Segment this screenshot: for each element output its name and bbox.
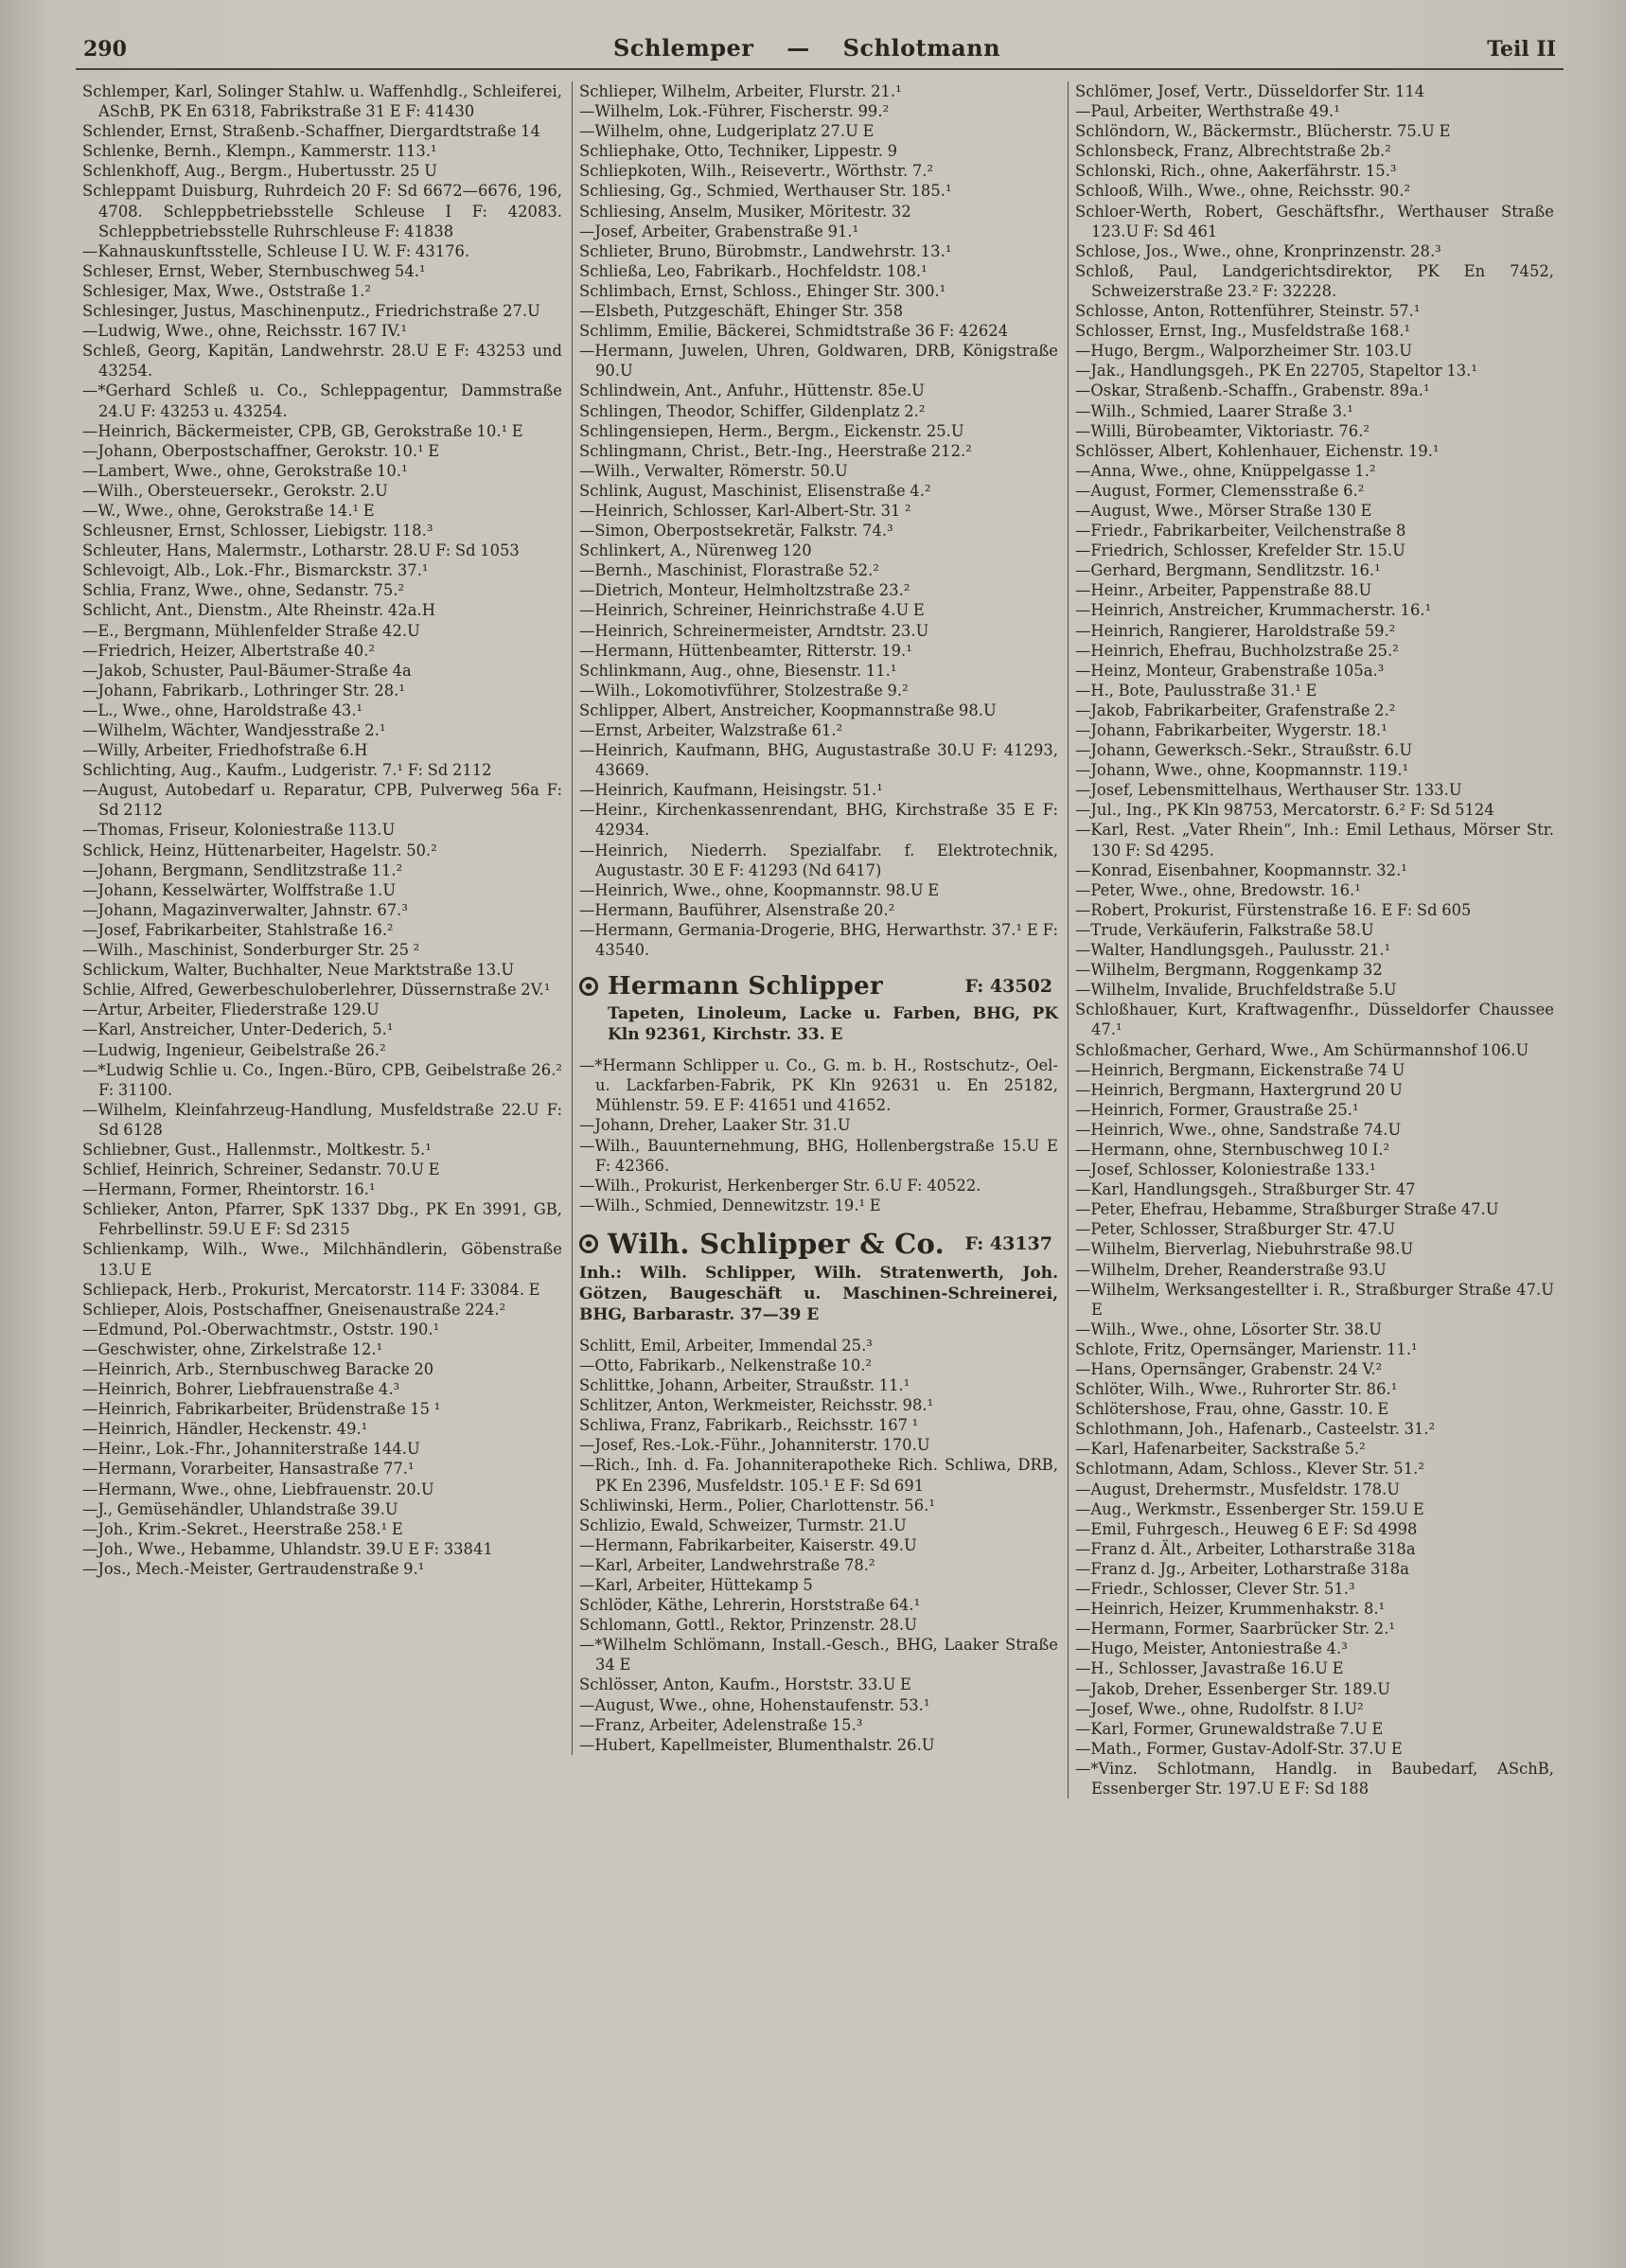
directory-entry: —Josef, Fabrikarbeiter, Stahlstraße 16.² <box>82 920 394 939</box>
directory-entry: Schlenke, Bernh., Klempn., Kammerstr. 113.¹ <box>82 142 437 161</box>
directory-entry: Schleser, Ernst, Weber, Sternbuschweg 54.¹ <box>82 261 426 280</box>
directory-entry: —Willi, Bürobeamter, Viktoriastr. 76.² <box>1075 421 1370 440</box>
directory-entry: —W., Wwe., ohne, Gerokstraße 14.¹ E <box>82 501 375 520</box>
directory-entry: —Kahnauskunftsstelle, Schleuse I U. W. F: 43176. <box>82 241 470 260</box>
directory-entry: —Heinrich, Fabrikarbeiter, Brüdenstraße 15 ¹ <box>82 1400 441 1419</box>
ad-body: Inh.: Wilh. Schlipper, Wilh. Stratenwerth, Joh. Götzen, Baugeschäft u. Maschinen-Schreinerei, BHG, Barbarastr. 37—39 E <box>579 1263 1058 1324</box>
directory-entry: —Heinrich, Bohrer, Liebfrauenstraße 4.³ <box>82 1380 400 1399</box>
directory-entry: —Wilhelm, Werksangestellter i. R., Straßburger Straße 47.U E <box>1075 1280 1554 1319</box>
directory-entry: Schlemper, Karl, Solinger Stahlw. u. Waffenhdlg., Schleiferei, ASchB, PK En 6318, Fabrikstraße 31 E F: 41430 <box>82 82 562 121</box>
directory-entry: —August, Former, Clemensstraße 6.² <box>1075 481 1365 500</box>
ad-logo-icon <box>579 1234 598 1253</box>
directory-entry: —August, Wwe., Mörser Straße 130 E <box>1075 501 1372 520</box>
directory-entry: Schlienkamp, Wilh., Wwe., Milchhändlerin, Göbenstraße 13.U E <box>82 1240 562 1279</box>
directory-entry: —Johann, Kesselwärter, Wolffstraße 1.U <box>82 880 397 899</box>
directory-entry: —Oskar, Straßenb.-Schaffn., Grabenstr. 89a.¹ <box>1075 381 1430 400</box>
directory-entry: Schlooß, Wilh., Wwe., ohne, Reichsstr. 90.² <box>1075 182 1411 201</box>
directory-entry: —Konrad, Eisenbahner, Koopmannstr. 32.¹ <box>1075 860 1407 879</box>
directory-entry: Schlittke, Johann, Arbeiter, Straußstr. 11.¹ <box>579 1376 910 1395</box>
ad-header <box>579 972 1058 1001</box>
columns-container <box>76 81 1564 1798</box>
directory-entry: Schlinkmann, Aug., ohne, Biesenstr. 11.¹ <box>579 661 897 680</box>
directory-column-3 <box>1068 81 1564 1798</box>
directory-entry: —Robert, Prokurist, Fürstenstraße 16. E F: Sd 605 <box>1075 900 1472 919</box>
directory-entry: Schlimm, Emilie, Bäckerei, Schmidtstraße 36 F: 42624 <box>579 322 1009 341</box>
ad-logo-icon <box>579 977 598 996</box>
directory-entry: —Wilhelm, Lok.-Führer, Fischerstr. 99.² <box>579 102 890 121</box>
directory-entry: Schloer-Werth, Robert, Geschäftsfhr., Werthauser Straße 123.U F: Sd 461 <box>1075 202 1554 240</box>
directory-entry: —Wilhelm, Bergmann, Roggenkamp 32 <box>1075 961 1383 980</box>
directory-column-1 <box>76 81 572 1579</box>
directory-entry: Schloßmacher, Gerhard, Wwe., Am Schürmannshof 106.U <box>1075 1040 1529 1059</box>
directory-entry: —August, Drehermstr., Musfeldstr. 178.U <box>1075 1480 1401 1498</box>
directory-entry: —Josef, Schlosser, Koloniestraße 133.¹ <box>1075 1161 1376 1179</box>
directory-entry: —Heinrich, Arb., Sternbuschweg Baracke 20 <box>82 1360 434 1378</box>
directory-entry: —*Gerhard Schleß u. Co., Schleppagentur, Dammstraße 24.U F: 43253 u. 43254. <box>82 381 562 420</box>
directory-entry: Schlosser, Ernst, Ing., Musfeldstraße 168.¹ <box>1075 322 1411 341</box>
directory-entry: —Peter, Ehefrau, Hebamme, Straßburger Straße 47.U <box>1075 1200 1499 1219</box>
directory-entry: —Hubert, Kapellmeister, Blumenthalstr. 26.U <box>579 1735 935 1754</box>
directory-entry: —Heinrich, Niederrh. Spezialfabr. f. Elektrotechnik, Augustastr. 30 E F: 41293 (Nd 6417) <box>579 841 1058 879</box>
directory-entry: —*Vinz. Schlotmann, Handlg. in Baubedarf, ASchB, Essenberger Str. 197.U E F: Sd 188 <box>1075 1759 1554 1798</box>
directory-entry: Schliepack, Herb., Prokurist, Mercatorstr. 114 F: 33084. E <box>82 1280 540 1299</box>
directory-entry: —Heinrich, Bäckermeister, CPB, GB, Gerokstraße 10.¹ E <box>82 421 523 440</box>
directory-entry: Schlingen, Theodor, Schiffer, Gildenplatz 2.² <box>579 401 926 420</box>
directory-entry: —J., Gemüsehändler, Uhlandstraße 39.U <box>82 1499 398 1518</box>
directory-entry: —Hermann, Juwelen, Uhren, Goldwaren, DRB, Königstraße 90.U <box>579 342 1058 381</box>
directory-entry: Schlieker, Anton, Pfarrer, SpK 1337 Dbg., PK En 3991, GB, Fehrbellinstr. 59.U E F: Sd 2315 <box>82 1200 562 1239</box>
directory-entry: —Johann, Dreher, Laaker Str. 31.U <box>579 1116 851 1135</box>
directory-entry: —Hermann, Hüttenbeamter, Ritterstr. 19.¹ <box>579 641 912 660</box>
directory-entry: —Karl, Rest. „Vater Rhein“, Inh.: Emil Lethaus, Mörser Str. 130 F: Sd 4295. <box>1075 821 1554 859</box>
directory-entry: —Johann, Wwe., ohne, Koopmannstr. 119.¹ <box>1075 761 1409 780</box>
page-title: Schlemper — Schlotmann <box>613 34 1001 62</box>
directory-entry: Schliwa, Franz, Fabrikarb., Reichsstr. 167 ¹ <box>579 1416 919 1435</box>
directory-entry: Schlöter, Wilh., Wwe., Ruhrorter Str. 86.¹ <box>1075 1380 1398 1399</box>
directory-entry: Schlindwein, Ant., Anfuhr., Hüttenstr. 85e.U <box>579 381 925 400</box>
directory-entry: —Karl, Arbeiter, Landwehrstraße 78.² <box>579 1555 875 1574</box>
directory-entry: —Wilh., Schmied, Laarer Straße 3.¹ <box>1075 401 1353 420</box>
directory-entry: —Heinrich, Schlosser, Karl-Albert-Str. 31 ² <box>579 501 911 520</box>
directory-entry: —Heinr., Kirchenkassenrendant, BHG, Kirchstraße 35 E F: 42934. <box>579 801 1058 840</box>
directory-entry: —Geschwister, ohne, Zirkelstraße 12.¹ <box>82 1339 383 1358</box>
directory-entry: Schliesing, Anselm, Musiker, Möritestr. 32 <box>579 202 911 221</box>
directory-entry: —Wilhelm, Invalide, Bruchfeldstraße 5.U <box>1075 981 1397 1000</box>
directory-entry: —H., Schlosser, Javastraße 16.U E <box>1075 1659 1344 1678</box>
directory-entry: —E., Bergmann, Mühlenfelder Straße 42.U <box>82 621 420 640</box>
directory-entry: —Anna, Wwe., ohne, Knüppelgasse 1.² <box>1075 461 1376 480</box>
directory-entry: Schlief, Heinrich, Schreiner, Sedanstr. 70.U E <box>82 1161 440 1179</box>
directory-entry: —August, Autobedarf u. Reparatur, CPB, Pulverweg 56a F: Sd 2112 <box>82 781 562 820</box>
directory-entry: Schliepkoten, Wilh., Reisevertr., Wörthstr. 7.² <box>579 162 934 181</box>
directory-entry: —Heinrich, Bergmann, Haxtergrund 20 U <box>1075 1080 1403 1099</box>
directory-entry: Schleusner, Ernst, Schlosser, Liebigstr. 118.³ <box>82 522 433 540</box>
directory-entry: —Heinrich, Schreiner, Heinrichstraße 4.U E <box>579 601 925 620</box>
directory-entry: —Wilh., Bauunternehmung, BHG, Hollenbergstraße 15.U E F: 42366. <box>579 1136 1058 1175</box>
directory-entry: Schlonsbeck, Franz, Albrechtstraße 2b.² <box>1075 142 1391 161</box>
directory-entry: —Aug., Werkmstr., Essenberger Str. 159.U E <box>1075 1499 1424 1518</box>
directory-entry: —Friedrich, Schlosser, Krefelder Str. 15.U <box>1075 541 1405 560</box>
directory-entry: —Heinrich, Kaufmann, Heisingstr. 51.¹ <box>579 781 883 800</box>
page-header <box>76 34 1564 62</box>
directory-entry: —Ernst, Arbeiter, Walzstraße 61.² <box>579 721 843 739</box>
ad-name: Wilh. Schlipper & Co. <box>608 1227 946 1260</box>
directory-entry: —Wilh., Obersteuersekr., Gerokstr. 2.U <box>82 481 388 500</box>
directory-entry: Schliephake, Otto, Techniker, Lippestr. 9 <box>579 142 897 161</box>
directory-entry: Schlösser, Anton, Kaufm., Horststr. 33.U E <box>579 1675 911 1694</box>
directory-entry: —Ludwig, Wwe., ohne, Reichsstr. 167 IV.¹ <box>82 322 408 341</box>
directory-entry: —Peter, Wwe., ohne, Bredowstr. 16.¹ <box>1075 880 1361 899</box>
directory-entry: Schlotmann, Adam, Schloss., Klever Str. 51.² <box>1075 1460 1424 1479</box>
directory-entry: —Wilh., Wwe., ohne, Lösorter Str. 38.U <box>1075 1320 1382 1338</box>
directory-entry: —Hugo, Bergm., Walporzheimer Str. 103.U <box>1075 342 1413 361</box>
directory-entry: —Hugo, Meister, Antoniestraße 4.³ <box>1075 1639 1348 1658</box>
directory-entry: Schlitzer, Anton, Werkmeister, Reichsstr. 98.¹ <box>579 1396 934 1415</box>
directory-entry: Schlingensiepen, Herm., Bergm., Eickenstr. 25.U <box>579 421 964 440</box>
directory-entry: Schlie, Alfred, Gewerbeschuloberlehrer, Düssernstraße 2V.¹ <box>82 981 551 1000</box>
directory-entry: —Johann, Magazinverwalter, Jahnstr. 67.³ <box>82 900 408 919</box>
directory-entry: —Artur, Arbeiter, Fliederstraße 129.U <box>82 1001 380 1019</box>
directory-entry: Schlose, Jos., Wwe., ohne, Kronprinzenstr. 28.³ <box>1075 241 1441 260</box>
directory-entry: —Hermann, Fabrikarbeiter, Kaiserstr. 49.U <box>579 1535 917 1554</box>
directory-entry: —Emil, Fuhrgesch., Heuweg 6 E F: Sd 4998 <box>1075 1519 1418 1538</box>
directory-entry: Schlickum, Walter, Buchhalter, Neue Marktstraße 13.U <box>82 961 515 980</box>
page-number: 290 <box>83 37 127 62</box>
directory-entry: —Wilh., Verwalter, Römerstr. 50.U <box>579 461 848 480</box>
directory-entry: —Edmund, Pol.-Oberwachtmstr., Oststr. 190.¹ <box>82 1320 440 1338</box>
directory-entry: Schleuter, Hans, Malermstr., Lotharstr. 28.U F: Sd 1053 <box>82 541 520 560</box>
directory-entry: —Jos., Mech.-Meister, Gertraudenstraße 9.¹ <box>82 1559 425 1578</box>
directory-entry: —Franz d. Ält., Arbeiter, Lotharstraße 318a <box>1075 1539 1416 1558</box>
directory-entry: —Johann, Bergmann, Sendlitzstraße 11.² <box>82 860 403 879</box>
directory-entry: Schlicht, Ant., Dienstm., Alte Rheinstr. 42a.H <box>82 601 435 620</box>
directory-entry: —Franz d. Jg., Arbeiter, Lotharstraße 318a <box>1075 1559 1409 1578</box>
directory-entry: —Hermann, ohne, Sternbuschweg 10 I.² <box>1075 1140 1390 1159</box>
directory-entry: —Hans, Opernsänger, Grabenstr. 24 V.² <box>1075 1360 1383 1378</box>
directory-entry: —Heinrich, Schreinermeister, Arndtstr. 23.U <box>579 621 929 640</box>
directory-entry: —Ludwig, Ingenieur, Geibelstraße 26.² <box>82 1040 386 1059</box>
directory-entry: Schlizio, Ewald, Schweizer, Turmstr. 21.U <box>579 1515 907 1534</box>
directory-entry: —Heinrich, Wwe., ohne, Sandstraße 74.U <box>1075 1120 1402 1139</box>
directory-entry: —Heinrich, Anstreicher, Krummacherstr. 16.¹ <box>1075 601 1432 620</box>
directory-entry: —Rich., Inh. d. Fa. Johanniterapotheke Rich. Schliwa, DRB, PK En 2396, Musfeldstr. 105.¹ E F: Sd 691 <box>579 1456 1058 1495</box>
directory-entry: —Friedr., Fabrikarbeiter, Veilchenstraße 8 <box>1075 522 1406 540</box>
directory-entry: —Thomas, Friseur, Koloniestraße 113.U <box>82 821 396 840</box>
directory-entry: —Jul., Ing., PK Kln 98753, Mercatorstr. 6.² F: Sd 5124 <box>1075 801 1494 820</box>
directory-entry: —Elsbeth, Putzgeschäft, Ehinger Str. 358 <box>579 302 904 321</box>
directory-entry: —Wilh., Schmied, Dennewitzstr. 19.¹ E <box>579 1196 881 1214</box>
directory-entry: —Heinrich, Händler, Heckenstr. 49.¹ <box>82 1420 368 1439</box>
page-part-label: Teil II <box>1487 37 1556 62</box>
directory-entry: Schlichting, Aug., Kaufm., Ludgeristr. 7.¹ F: Sd 2112 <box>82 761 492 780</box>
directory-entry: —Karl, Handlungsgeh., Straßburger Str. 47 <box>1075 1180 1416 1199</box>
directory-entry: —Wilhelm, Dreher, Reanderstraße 93.U <box>1075 1260 1387 1279</box>
directory-entry: —Heinrich, Former, Graustraße 25.¹ <box>1075 1100 1359 1119</box>
directory-entry: —Heinrich, Heizer, Krummenhakstr. 8.¹ <box>1075 1600 1386 1619</box>
directory-entry: —*Wilhelm Schlömann, Install.-Gesch., BHG, Laaker Straße 34 E <box>579 1636 1058 1674</box>
directory-entry: —Heinrich, Ehefrau, Buchholzstraße 25.² <box>1075 641 1399 660</box>
directory-entry: —Walter, Handlungsgeh., Paulusstr. 21.¹ <box>1075 941 1391 960</box>
directory-entry: —Wilhelm, Wächter, Wandjesstraße 2.¹ <box>82 721 386 739</box>
directory-column-2 <box>572 81 1068 1755</box>
directory-entry: Schlöder, Käthe, Lehrerin, Horststraße 64.¹ <box>579 1596 921 1615</box>
directory-entry: Schliwinski, Herm., Polier, Charlottenstr. 56.¹ <box>579 1496 935 1515</box>
directory-entry: —Joh., Wwe., Hebamme, Uhlandstr. 39.U E F: 33841 <box>82 1539 493 1558</box>
directory-entry: Schlender, Ernst, Straßenb.-Schaffner, Diergardtstraße 14 <box>82 122 540 141</box>
directory-entry: Schlieper, Alois, Postschaffner, Gneisenaustraße 224.² <box>82 1300 506 1319</box>
directory-entry: —Johann, Oberpostschaffner, Gerokstr. 10.¹ E <box>82 441 440 460</box>
directory-entry: —Wilhelm, Kleinfahrzeug-Handlung, Musfeldstraße 22.U F: Sd 6128 <box>82 1100 562 1139</box>
directory-entry: —Hermann, Germania-Drogerie, BHG, Herwarthstr. 37.¹ E F: 43540. <box>579 920 1058 960</box>
directory-entry: Schlesiger, Max, Wwe., Oststraße 1.² <box>82 281 372 300</box>
directory-entry: —August, Wwe., ohne, Hohenstaufenstr. 53.¹ <box>579 1695 930 1714</box>
directory-entry: —Bernh., Maschinist, Florastraße 52.² <box>579 561 879 580</box>
directory-entry: —Hermann, Former, Rheintorstr. 16.¹ <box>82 1180 376 1199</box>
directory-entry: —Otto, Fabrikarb., Nelkenstraße 10.² <box>579 1355 873 1374</box>
directory-entry: —Jak., Handlungsgeh., PK En 22705, Stapeltor 13.¹ <box>1075 362 1477 381</box>
directory-entry: —Heinr., Lok.-Fhr., Johanniterstraße 144.U <box>82 1440 420 1459</box>
directory-entry: —Karl, Arbeiter, Hüttekamp 5 <box>579 1576 813 1594</box>
directory-entry: Schlipper, Albert, Anstreicher, Koopmannstraße 98.U <box>579 700 997 719</box>
directory-entry: Schleß, Georg, Kapitän, Landwehrstr. 28.U E F: 43253 und 43254. <box>82 342 562 381</box>
directory-entry: —H., Bote, Paulusstraße 31.¹ E <box>1075 681 1317 700</box>
directory-entry: —Jakob, Fabrikarbeiter, Grafenstraße 2.² <box>1075 700 1396 719</box>
directory-entry: —Paul, Arbeiter, Werthstraße 49.¹ <box>1075 102 1340 121</box>
directory-entry: —Karl, Hafenarbeiter, Sackstraße 5.² <box>1075 1440 1366 1459</box>
directory-entry: Schlink, August, Maschinist, Elisenstraße 4.² <box>579 481 931 500</box>
directory-entry: Schlenkhoff, Aug., Bergm., Hubertusstr. 25 U <box>82 162 437 181</box>
directory-entry: —Gerhard, Bergmann, Sendlitzstr. 16.¹ <box>1075 561 1381 580</box>
directory-entry: Schlömer, Josef, Vertr., Düsseldorfer Str. 114 <box>1075 82 1425 100</box>
directory-entry: —L., Wwe., ohne, Haroldstraße 43.¹ <box>82 700 363 719</box>
directory-entry: Schlötershose, Frau, ohne, Gasstr. 10. E <box>1075 1400 1389 1419</box>
ad-header <box>579 1228 1058 1260</box>
directory-entry: —Johann, Fabrikarb., Lothringer Str. 28.¹ <box>82 681 405 700</box>
directory-entry: Schlonski, Rich., ohne, Aakerfährstr. 15.³ <box>1075 162 1397 181</box>
directory-entry: Schlick, Heinz, Hüttenarbeiter, Hagelstr. 50.² <box>82 841 437 859</box>
directory-entry: —*Ludwig Schlie u. Co., Ingen.-Büro, CPB, Geibelstraße 26.² F: 31100. <box>82 1060 562 1099</box>
directory-entry: —Friedrich, Heizer, Albertstraße 40.² <box>82 641 376 660</box>
directory-entry: —Wilhelm, Bierverlag, Niebuhrstraße 98.U <box>1075 1240 1414 1259</box>
directory-entry: —*Hermann Schlipper u. Co., G. m. b. H., Rostschutz-, Oel- u. Lackfarben-Fabrik, PK Kln 92631 u. En 25182, Mühlenstr. 59. E F: 41651 und 41652. <box>579 1056 1058 1115</box>
directory-entry: —Karl, Anstreicher, Unter-Dederich, 5.¹ <box>82 1020 394 1039</box>
directory-entry: Schlia, Franz, Wwe., ohne, Sedanstr. 75.² <box>82 581 405 600</box>
directory-entry: Schlosse, Anton, Rottenführer, Steinstr. 57.¹ <box>1075 302 1421 321</box>
directory-entry: —Karl, Former, Grunewaldstraße 7.U E <box>1075 1719 1384 1738</box>
directory-entry: —Johann, Fabrikarbeiter, Wygerstr. 18.¹ <box>1075 721 1387 739</box>
directory-entry: —Heinrich, Wwe., ohne, Koopmannstr. 98.U E <box>579 880 940 899</box>
directory-entry: —Heinrich, Kaufmann, BHG, Augustastraße 30.U F: 41293, 43669. <box>579 741 1058 780</box>
directory-entry: Schlöndorn, W., Bäckermstr., Blücherstr. 75.U E <box>1075 122 1451 141</box>
directory-entry: Schlothmann, Joh., Hafenarb., Casteelstr. 31.² <box>1075 1420 1436 1439</box>
directory-entry: —Heinrich, Bergmann, Eickenstraße 74 U <box>1075 1060 1405 1079</box>
ad-name: Hermann Schlipper <box>608 972 883 1001</box>
directory-entry: —Wilh., Lokomotivführer, Stolzestraße 9.² <box>579 681 909 700</box>
directory-entry: —Heinz, Monteur, Grabenstraße 105a.³ <box>1075 661 1385 680</box>
directory-entry: —Hermann, Vorarbeiter, Hansastraße 77.¹ <box>82 1460 415 1479</box>
directory-entry: Schlote, Fritz, Opernsänger, Marienstr. 11.¹ <box>1075 1339 1418 1358</box>
directory-entry: Schliebner, Gust., Hallenmstr., Moltkestr. 5.¹ <box>82 1140 432 1159</box>
directory-entry: Schleppamt Duisburg, Ruhrdeich 20 F: Sd 6672—6676, 196, 4708. Schleppbetriebsstelle Schleuse I F: 42083. Schleppbetriebsstelle Ruhrschleuse F: 41838 <box>82 182 562 240</box>
directory-entry: —Johann, Gewerksch.-Sekr., Straußstr. 6.U <box>1075 741 1413 760</box>
directory-entry: Schließa, Leo, Fabrikarb., Hochfeldstr. 108.¹ <box>579 261 928 280</box>
directory-entry: Schlieter, Bruno, Bürobmstr., Landwehrstr. 13.¹ <box>579 241 952 260</box>
directory-entry: —Trude, Verkäuferin, Falkstraße 58.U <box>1075 920 1374 939</box>
directory-entry: —Josef, Arbeiter, Grabenstraße 91.¹ <box>579 221 859 240</box>
directory-entry: —Wilh., Maschinist, Sonderburger Str. 25 ² <box>82 941 420 960</box>
ad-block <box>579 972 1058 1045</box>
directory-entry: —Wilhelm, ohne, Ludgeriplatz 27.U E <box>579 122 875 141</box>
directory-entry: —Hermann, Wwe., ohne, Liebfrauenstr. 20.U <box>82 1480 434 1498</box>
directory-entry: —Lambert, Wwe., ohne, Gerokstraße 10.¹ <box>82 461 408 480</box>
directory-entry: —Friedr., Schlosser, Clever Str. 51.³ <box>1075 1580 1355 1599</box>
directory-entry: —Peter, Schlosser, Straßburger Str. 47.U <box>1075 1220 1396 1239</box>
directory-entry: Schloßhauer, Kurt, Kraftwagenfhr., Düsseldorfer Chaussee 47.¹ <box>1075 1001 1554 1039</box>
directory-entry: —Hermann, Bauführer, Alsenstraße 20.² <box>579 900 895 919</box>
directory-entry: —Josef, Lebensmittelhaus, Werthauser Str. 133.U <box>1075 781 1462 800</box>
directory-entry: Schlomann, Gottl., Rektor, Prinzenstr. 28.U <box>579 1616 918 1635</box>
ad-body: Tapeten, Linoleum, Lacke u. Farben, BHG, PK Kln 92361, Kirchstr. 33. E <box>608 1004 1058 1045</box>
directory-entry: —Heinrich, Rangierer, Haroldstraße 59.² <box>1075 621 1396 640</box>
ad-phone: F: 43502 <box>964 976 1052 998</box>
ad-block <box>579 1228 1058 1325</box>
directory-entry: —Jakob, Dreher, Essenberger Str. 189.U <box>1075 1679 1390 1698</box>
directory-entry: Schlösser, Albert, Kohlenhauer, Eichenstr. 19.¹ <box>1075 441 1440 460</box>
directory-entry: —Jakob, Schuster, Paul-Bäumer-Straße 4a <box>82 661 412 680</box>
ad-phone: F: 43137 <box>964 1232 1052 1254</box>
header-rule <box>76 68 1564 70</box>
directory-entry: —Simon, Oberpostsekretär, Falkstr. 74.³ <box>579 522 893 540</box>
directory-entry: Schlevoigt, Alb., Lok.-Fhr., Bismarckstr. 37.¹ <box>82 561 429 580</box>
directory-entry: Schlimbach, Ernst, Schloss., Ehinger Str. 300.¹ <box>579 281 946 300</box>
directory-entry: —Heinr., Arbeiter, Pappenstraße 88.U <box>1075 581 1372 600</box>
directory-entry: —Joh., Krim.-Sekret., Heerstraße 258.¹ E <box>82 1519 403 1538</box>
directory-entry: —Josef, Wwe., ohne, Rudolfstr. 8 I.U² <box>1075 1699 1364 1718</box>
directory-entry: —Josef, Res.-Lok.-Führ., Johanniterstr. 170.U <box>579 1436 930 1455</box>
directory-entry: —Franz, Arbeiter, Adelenstraße 15.³ <box>579 1715 863 1734</box>
directory-entry: —Math., Former, Gustav-Adolf-Str. 37.U E <box>1075 1739 1403 1758</box>
directory-entry: —Dietrich, Monteur, Helmholtzstraße 23.² <box>579 581 910 600</box>
directory-entry: Schlitt, Emil, Arbeiter, Immendal 25.³ <box>579 1336 873 1355</box>
directory-entry: Schlieper, Wilhelm, Arbeiter, Flurstr. 21.¹ <box>579 82 902 100</box>
directory-entry: Schlesinger, Justus, Maschinenputz., Friedrichstraße 27.U <box>82 302 540 321</box>
directory-entry: —Willy, Arbeiter, Friedhofstraße 6.H <box>82 741 368 760</box>
directory-entry: Schlinkert, A., Nürenweg 120 <box>579 541 812 560</box>
directory-entry: Schliesing, Gg., Schmied, Werthauser Str. 185.¹ <box>579 182 952 201</box>
directory-entry: Schloß, Paul, Landgerichtsdirektor, PK En 7452, Schweizerstraße 23.² F: 32228. <box>1075 261 1554 300</box>
directory-entry: —Wilh., Prokurist, Herkenberger Str. 6.U F: 40522. <box>579 1176 981 1195</box>
directory-entry: Schlingmann, Christ., Betr.-Ing., Heerstraße 212.² <box>579 441 972 460</box>
directory-entry: —Hermann, Former, Saarbrücker Str. 2.¹ <box>1075 1620 1395 1639</box>
